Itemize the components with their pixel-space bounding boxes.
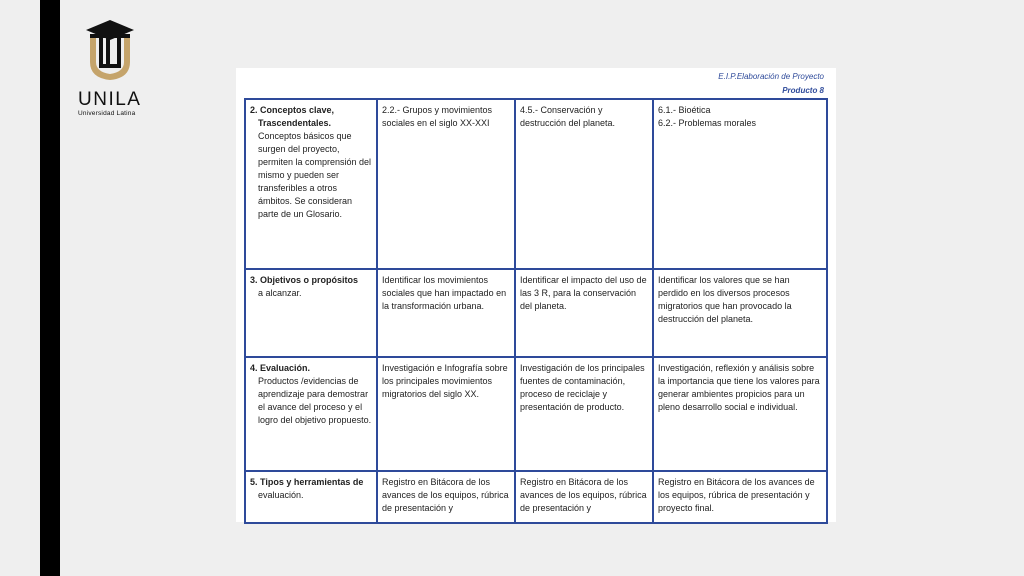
table-row [245, 99, 827, 269]
mortarboard-logo-icon [84, 18, 136, 84]
table-cell: Investigación e Infografía sobre los principales movimientos migratorios del siglo XX. [377, 357, 515, 471]
left-black-bar [40, 0, 60, 576]
row-title: 2. Conceptos clave, [250, 105, 335, 115]
row-header-cell [245, 357, 377, 471]
row-description: Productos /evidencias de aprendizaje para demostrar el avance del proceso y el logro del objetivo propuesto. [258, 376, 372, 425]
cell-line: 6.1.- Bioética [658, 105, 711, 115]
doc-header [718, 70, 824, 98]
doc-header-product: Producto 8 [782, 86, 824, 95]
row-description: Conceptos básicos que surgen del proyecto, permiten la comprensión del mismo y pueden ser transferibles a otros ámbitos. Se consideran parte de un Glosario. [258, 131, 372, 219]
document-page [236, 68, 836, 522]
table-cell: Registro en Bitácora de los avances de los equipos, rúbrica de presentación y proyecto final. [653, 471, 827, 523]
table-cell: Registro en Bitácora de los avances de los equipos, rúbrica de presentación y [377, 471, 515, 523]
table-cell [653, 99, 827, 269]
doc-header-title: E.I.P.Elaboración de Proyecto [718, 72, 824, 81]
row-description: evaluación. [258, 490, 304, 500]
table-cell: Identificar el impacto del uso de las 3 R, para la conservación del planeta. [515, 269, 653, 357]
table-cell: Investigación de los principales fuentes de contaminación, proceso de reciclaje y presentación de producto. [515, 357, 653, 471]
row-title-2: Trascendentales. [258, 118, 332, 128]
row-title: 3. Objetivos o propósitos [250, 275, 359, 285]
table-row [245, 471, 827, 523]
row-header-cell [245, 269, 377, 357]
table-cell: 2.2.- Grupos y movimientos sociales en el siglo XX-XXI [377, 99, 515, 269]
cell-line: 6.2.- Problemas morales [658, 118, 757, 128]
unila-logo [78, 18, 148, 117]
logo-name: UNILA [78, 89, 142, 110]
row-title: 5. Tipos y herramientas de [250, 477, 364, 487]
row-header-cell [245, 471, 377, 523]
table-cell: Investigación, reflexión y análisis sobre la importancia que tiene los valores para generar ambientes propicios para un pleno desarrollo social e individual. [653, 357, 827, 471]
row-description: a alcanzar. [258, 288, 302, 298]
table-cell: Identificar los valores que se han perdido en los diversos procesos migratorios que han provocado la destrucción del planeta. [653, 269, 827, 357]
table-row [245, 357, 827, 471]
table-cell: Registro en Bitácora de los avances de los equipos, rúbrica de presentación y [515, 471, 653, 523]
row-header-cell [245, 99, 377, 269]
table-row [245, 269, 827, 357]
row-title: 4. Evaluación. [250, 363, 311, 373]
project-table [244, 98, 828, 524]
table-cell: 4.5.- Conservación y destrucción del planeta. [515, 99, 653, 269]
logo-subtitle: Universidad Latina [78, 110, 136, 117]
table-cell: Identificar los movimientos sociales que han impactado en la transformación urbana. [377, 269, 515, 357]
